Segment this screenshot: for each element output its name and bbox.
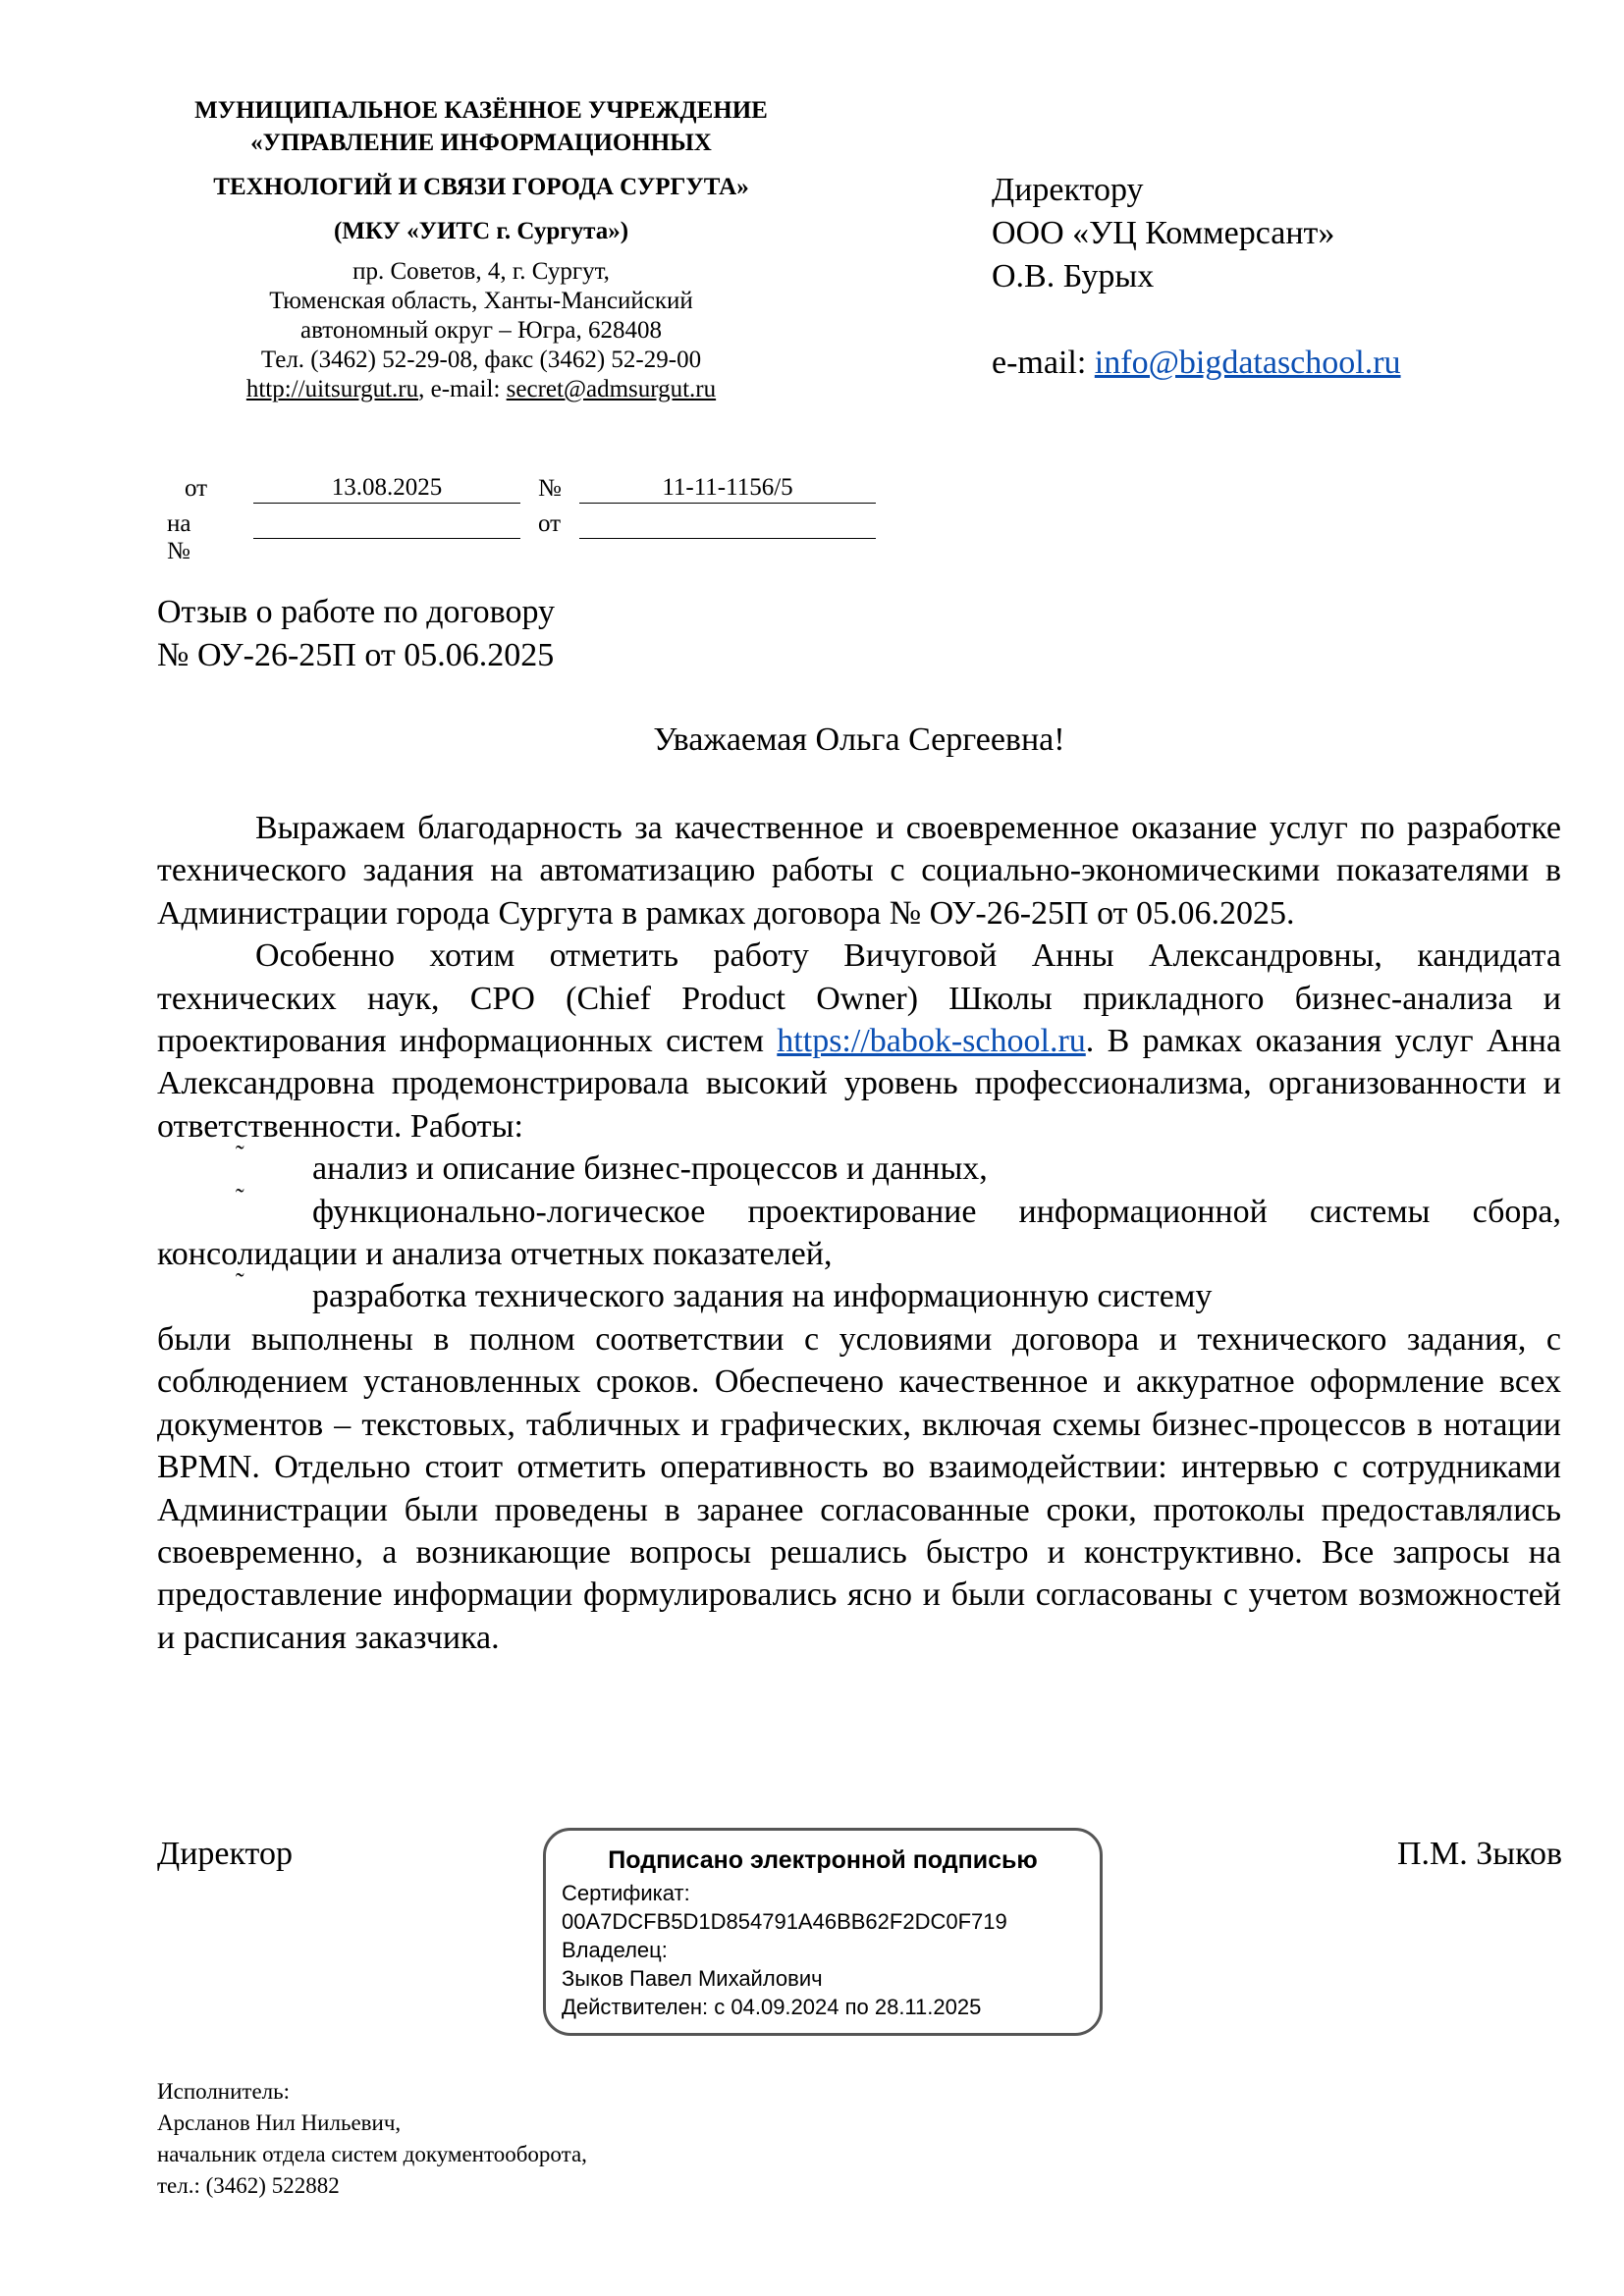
addressee-block: [992, 169, 1401, 385]
reply-label: на №: [167, 510, 191, 564]
greeting: Уважаемая Ольга Сергеевна!: [653, 721, 1065, 758]
stamp-title: Подписано электронной подписью: [608, 1846, 1038, 1874]
validity-period: Действителен: с 04.09.2024 по 28.11.2025: [562, 1995, 982, 2019]
reply-date: [579, 508, 876, 539]
address-line3: автономный округ – Югра, 628408: [299, 317, 663, 344]
stamp-details: [562, 1879, 1100, 2021]
tilde-bullet-icon: ˜: [236, 1141, 244, 1170]
electronic-signature-stamp: [543, 1828, 1103, 2036]
from-label: от: [185, 475, 208, 502]
organization-header: [147, 94, 815, 404]
addressee-line1: Директору: [992, 172, 1144, 208]
executor-block: [157, 2076, 587, 2202]
paragraph-2: [157, 934, 1561, 1148]
list-item-text: разработка технического задания на информационную систему: [312, 1278, 1213, 1315]
org-name-line1: МУНИЦИПАЛЬНОЕ КАЗЁННОЕ УЧРЕЖДЕНИЕ: [194, 97, 768, 124]
list-item: [157, 1183, 1561, 1276]
addressee-email: [992, 342, 1401, 385]
owner-label: Владелец:: [562, 1938, 668, 1962]
tilde-bullet-icon: ˜: [236, 1183, 244, 1212]
contacts-line: [147, 375, 815, 404]
paragraph-2-tail: . В рамках оказания услуг Анна Александровна продемонстрировала высокий уровень профессионализма, организованности и ответственности. Работы:: [157, 1023, 1561, 1145]
paragraph-3: были выполнены в полном соответствии с условиями договора и технического задания, с соблюдением установленных сроков. Обеспечено качественное и аккуратное оформление всех документов – текстовых, табличных и графических, включая схемы бизнес-процессов в нотации BPMN. Отдельно стоит отметить оперативность во взаимодействии: интервью с сотрудниками Администрации были проведены в заранее согласованные сроки, протоколы предоставлялись своевременно, а возникающие вопросы решались быстро и конструктивно. Все запросы на предоставление информации формулировались ясно и были согласованы с учетом возможностей и расписания заказчика.: [157, 1320, 1561, 1656]
org-email-link[interactable]: secret@admsurgut.ru: [506, 376, 717, 402]
certificate-label: Сертификат:: [562, 1881, 690, 1905]
org-address: [147, 257, 815, 404]
executor-position: начальник отдела систем документооборота,: [157, 2142, 587, 2166]
tilde-bullet-icon: ˜: [236, 1268, 244, 1298]
babok-school-link[interactable]: https://babok-school.ru: [777, 1023, 1086, 1060]
executor-name: Арсланов Нил Нильевич,: [157, 2110, 402, 2135]
org-name-line3: ТЕХНОЛОГИЙ И СВЯЗИ ГОРОДА СУРГУТА»: [213, 174, 749, 200]
list-item-text: анализ и описание бизнес-процессов и данных,: [312, 1150, 988, 1188]
executor-phone: тел.: (3462) 522882: [157, 2173, 340, 2198]
addressee-line2: ООО «УЦ Коммерсант»: [992, 215, 1335, 251]
reply-from-label: от: [538, 510, 562, 537]
list-item: [157, 1141, 1561, 1190]
paragraph-1: Выражаем благодарность за качественное и своевременное оказание услуг по разработке технического задания на автоматизацию работы с социально-экономическими показателями в Администрации города Сургута в рамках договора № ОУ-26-25П от 05.06.2025.: [157, 810, 1561, 932]
subject-line1: Отзыв о работе по договору: [157, 594, 556, 630]
subject-block: [157, 591, 555, 677]
paragraph-2-text: Особенно хотим отметить работу Вичуговой Анны Александровны, кандидата технических наук, CPO (Chief Product Owner) Школы прикладного бизнес-анализа и проектирования информационных систем: [157, 937, 1561, 1060]
number-label: №: [538, 475, 562, 502]
document-number: 11-11-1156/5: [579, 473, 876, 504]
reply-number: [253, 508, 520, 539]
letter-body: [157, 807, 1561, 1659]
list-item: [157, 1268, 1561, 1317]
address-line2: Тюменская область, Ханты-Мансийский: [269, 288, 693, 314]
subject-line2: № ОУ-26-25П от 05.06.2025: [157, 637, 555, 673]
email-label: , e-mail:: [418, 376, 507, 402]
address-line1: пр. Советов, 4, г. Сургут,: [352, 258, 610, 285]
org-name-line2: «УПРАВЛЕНИЕ ИНФОРМАЦИОННЫХ: [250, 130, 712, 156]
addressee-email-label: e-mail:: [992, 345, 1095, 381]
addressee-line3: О.В. Бурых: [992, 258, 1155, 294]
list-item-text: функционально-логическое проектирование информационной системы сбора, консолидации и анализа отчетных показателей,: [157, 1193, 1561, 1273]
website-link[interactable]: http://uitsurgut.ru: [245, 376, 419, 402]
owner-name: Зыков Павел Михайлович: [562, 1966, 823, 1991]
document-date: 13.08.2025: [253, 473, 520, 504]
signatory-name: П.М. Зыков: [1396, 1836, 1562, 1872]
phone-line: Тел. (3462) 52-29-08, факс (3462) 52-29-00: [260, 347, 702, 373]
org-short-name: (МКУ «УИТС г. Сургута»): [333, 218, 629, 244]
signatory-title: Директор: [157, 1836, 293, 1872]
executor-label: Исполнитель:: [157, 2079, 291, 2104]
certificate-number: 00A7DCFB5D1D854791A46BB62F2DC0F719: [562, 1909, 1007, 1934]
addressee-email-link[interactable]: info@bigdataschool.ru: [1094, 345, 1401, 381]
